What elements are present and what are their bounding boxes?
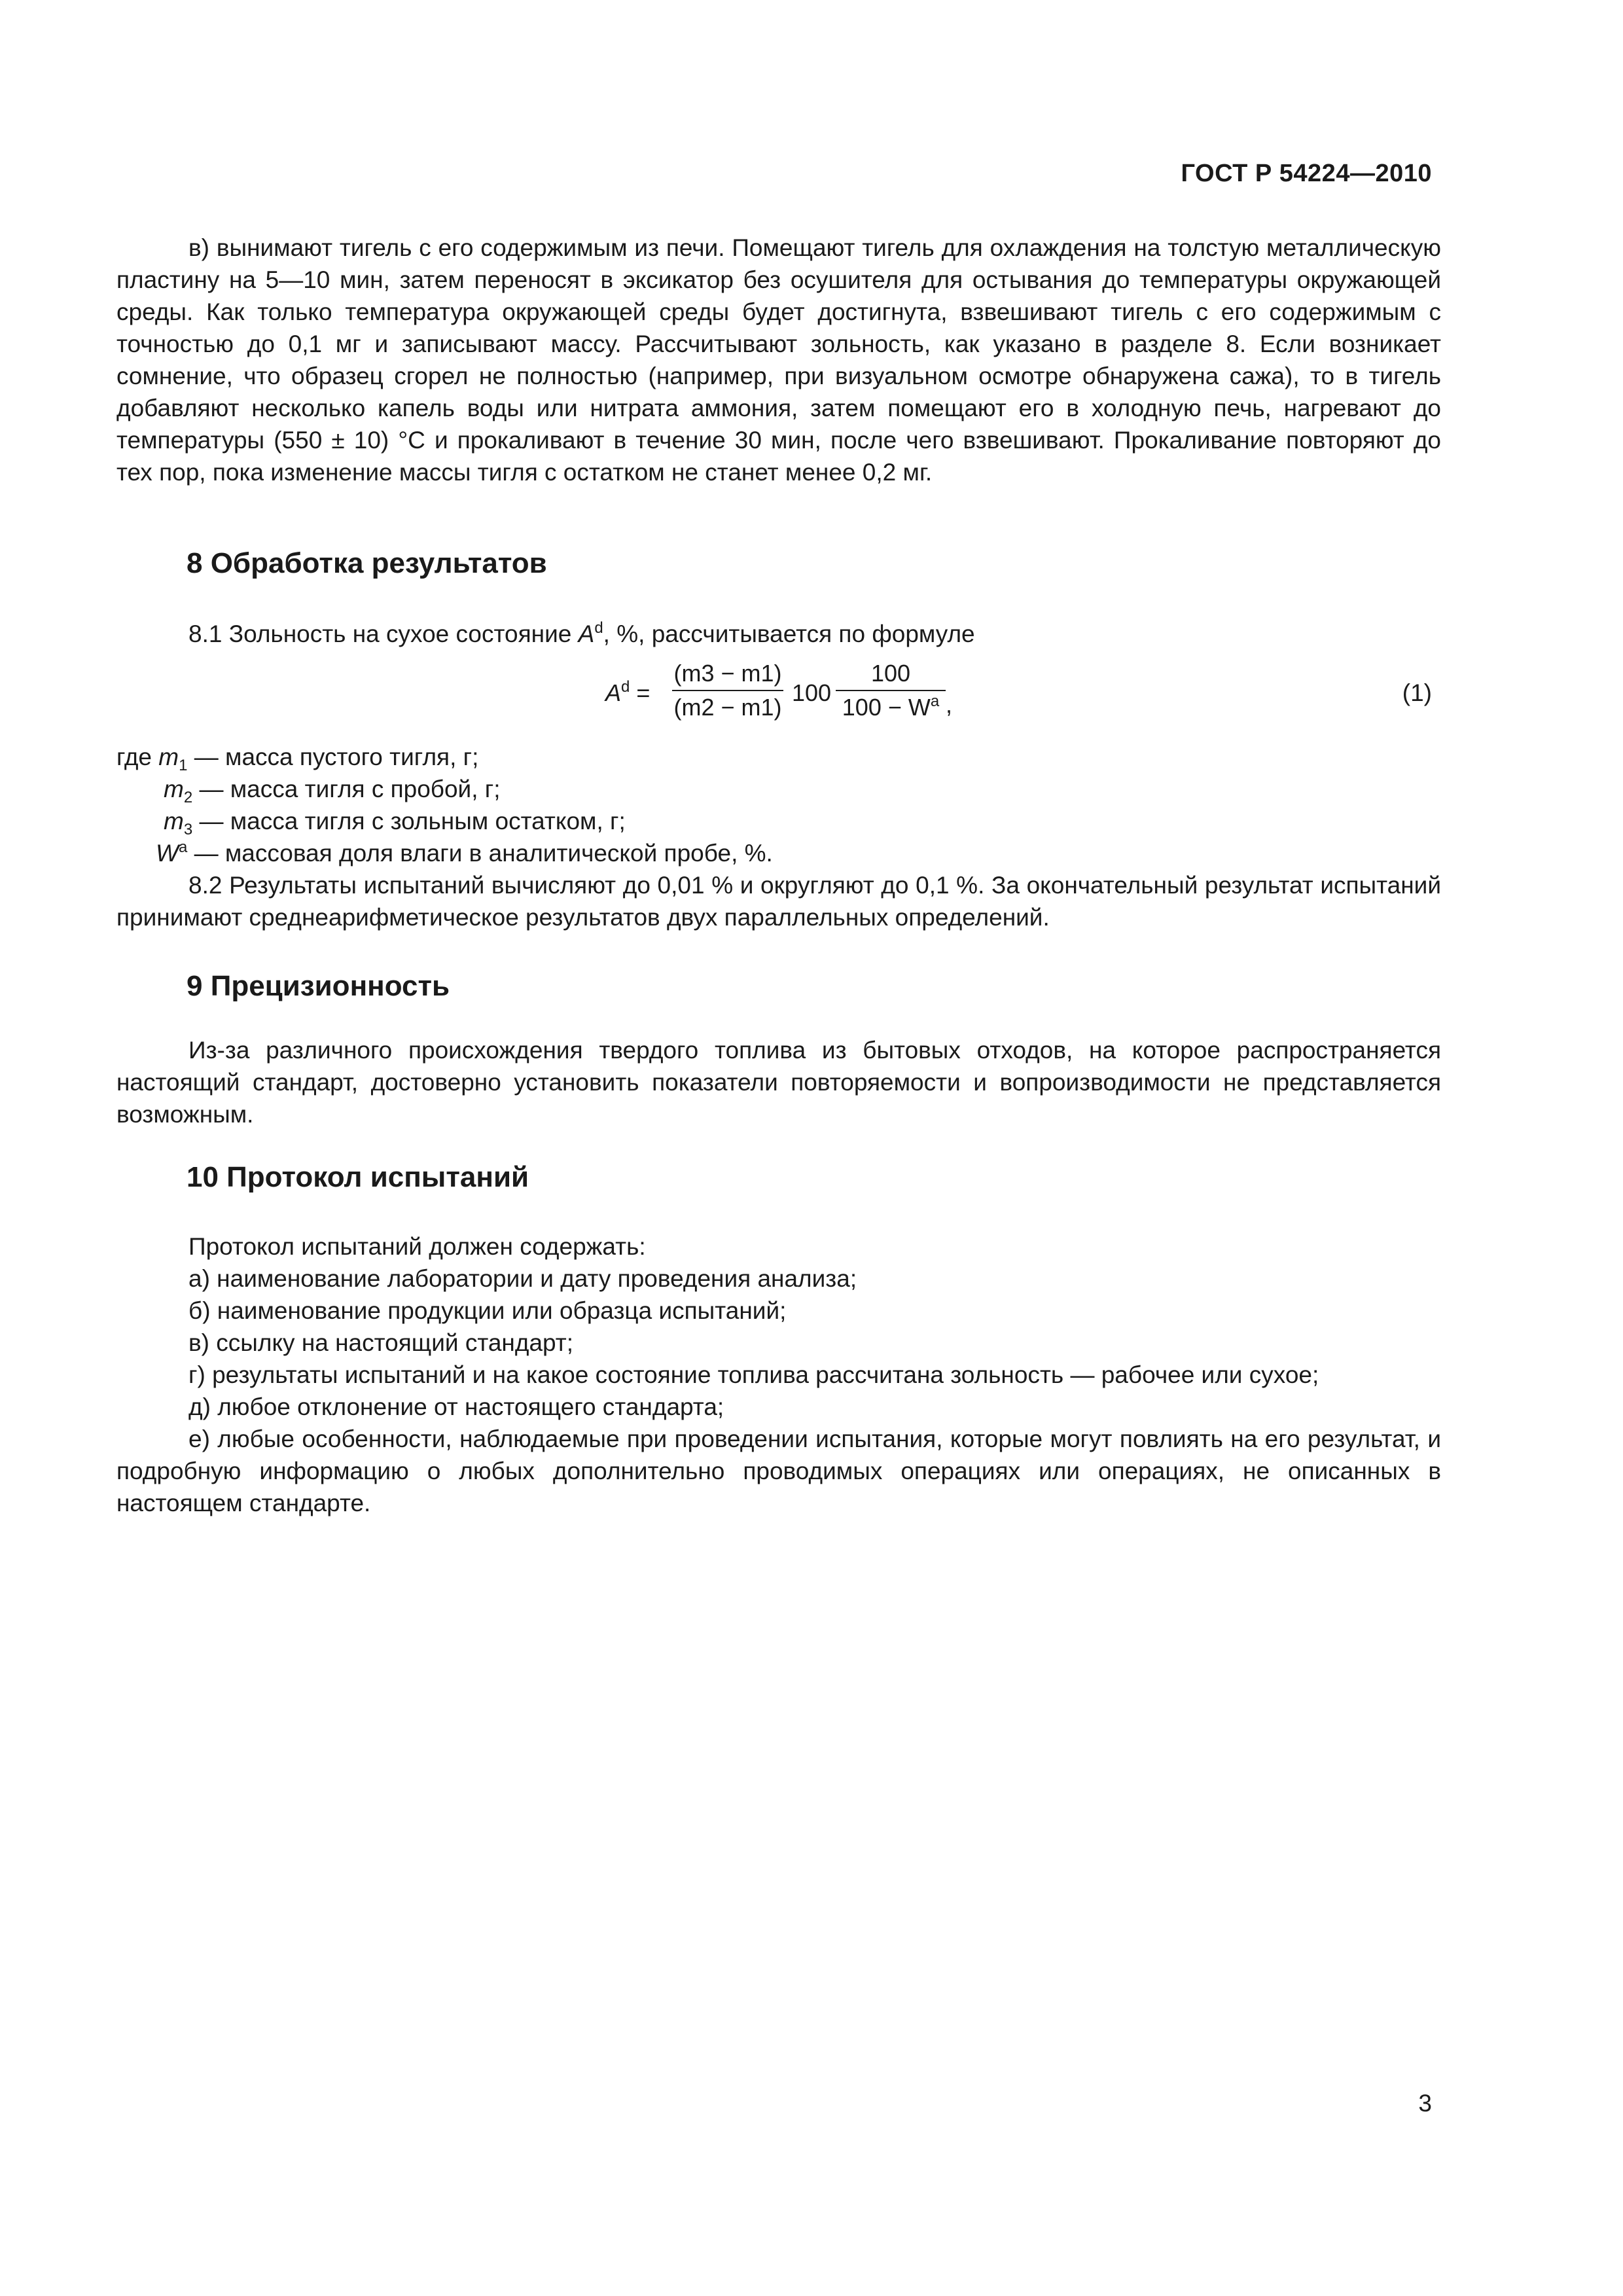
formula-fraction-masses: [672, 660, 783, 721]
list-item: а) наименование лаборатории и дату проведения анализа;: [188, 1265, 857, 1292]
definition-m3: $m_3$ — масса тигля с зольным остатком, г;: [164, 808, 626, 838]
p81-symbol: A: [578, 620, 595, 647]
list-item: в) ссылку на настоящий стандарт;: [188, 1329, 574, 1356]
formula-comma: ,: [946, 691, 953, 718]
fraction-numerator: (m3 − m1): [673, 660, 782, 687]
list-item: г) результаты испытаний и на какое состояние топлива рассчитана зольность — рабочее или сухое;: [188, 1361, 1319, 1388]
ash-content-formula: [605, 660, 972, 732]
p81-suffix: , %, рассчитывается по формуле: [603, 620, 975, 647]
list-item: е) любые особенности, наблюдаемые при проведении испытания, которые могут повлиять на его результат, и подробную информацию о любых дополнительно проводимых операциях или операциях, не описанных в настоящем стандарте.: [116, 1426, 1441, 1516]
section-9-paragraph: Из-за различного происхождения твердого топлива из бытовых отходов, на которое распространяется настоящий стандарт, достоверно установить показатели повторяемости и вопроизводимости не представляется возможным.: [116, 1037, 1441, 1128]
intro-paragraph: [116, 232, 1441, 488]
paragraph-8-2: 8.2 Результаты испытаний вычисляют до 0,01 % и округляют до 0,1 %. За окончательный результат испытаний принимают среднеарифметическое результатов двух параллельных определений.: [116, 872, 1441, 931]
formula-lhs: $A^d$ =: [605, 678, 651, 706]
fraction-denominator: $100 - W^a$: [842, 692, 940, 721]
section-10-list: [116, 1230, 1441, 1519]
section-8-title: 8 Обработка результатов: [187, 547, 547, 579]
document-id-header: ГОСТ Р 54224—2010: [1181, 160, 1432, 187]
definition-m2: $m_2$ — масса тигля с пробой, г;: [164, 776, 501, 806]
p81-prefix: 8.1 Зольность на сухое состояние: [188, 620, 579, 647]
page-number: 3: [1418, 2090, 1432, 2117]
paragraph-8-1: [116, 618, 1441, 650]
fraction-numerator: 100: [870, 660, 911, 687]
p81-sup: d: [594, 619, 603, 637]
definition-m1: где $m_1$ — масса пустого тигля, г;: [116, 744, 479, 774]
section-10-title: 10 Протокол испытаний: [187, 1161, 529, 1193]
formula-multiplier: 100: [792, 679, 832, 706]
paragraph-text: в) вынимают тигель с его содержимым из печи. Помещают тигель для охлаждения на толстую металлическую пластину на 5—10 мин, затем переносят в эксикатор без осушителя для остывания до температуры окружающей среды. Как только температура окружающей среды будет достигнута, взвешивают тигель с его содержимым с точностью до 0,1 мг и записывают массу. Рассчитывают зольность, как указано в разделе 8. Если возникает сомнение, что образец сгорел не полностью (например, при визуальном осмотре обнаружена сажа), то в тигель добавляют несколько капель воды или нитрата аммония, затем помещают его в холодную печь, нагревают до температуры (550 ± 10) °С и прокаливают в течение 30 мин, после чего взвешивают. Прокаливание повторяют до тех пор, пока изменение массы тигля с остатком не станет менее 0,2 мг.: [116, 234, 1441, 486]
list-lead: Протокол испытаний должен содержать:: [188, 1233, 646, 1260]
formula-fraction-moisture: [836, 660, 946, 721]
list-item: д) любое отклонение от настоящего стандарта;: [188, 1393, 724, 1420]
fraction-denominator: (m2 − m1): [673, 694, 782, 721]
section-9-title: 9 Прецизионность: [187, 970, 450, 1002]
equation-number: (1): [1402, 679, 1432, 706]
list-item: б) наименование продукции или образца испытаний;: [188, 1297, 787, 1324]
definition-wa: $W^a$ — массовая доля влаги в аналитической пробе, %.: [156, 838, 773, 867]
